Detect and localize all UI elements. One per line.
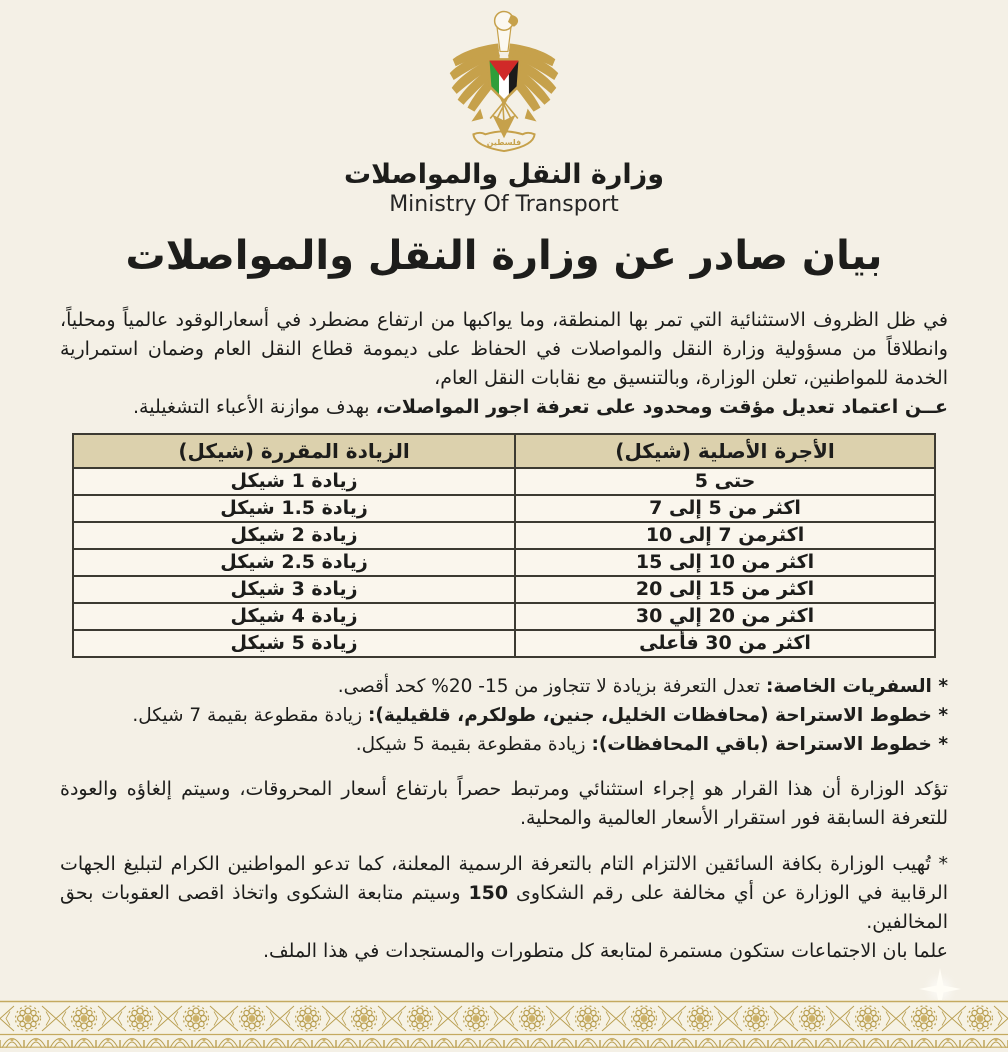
intro-paragraph: [60, 306, 948, 393]
table-row: [73, 576, 935, 603]
table-header-row: [73, 434, 935, 468]
palestine-eagle-emblem: [442, 8, 566, 156]
increase-cell: زيادة 5 شيكل: [73, 630, 515, 657]
note-special-trips: [60, 672, 948, 701]
note-lead: * خطوط الاستراحة (محافظات الخليل، جنين، طولكرم، قلقيلية):: [368, 704, 948, 726]
ornament-pattern-icon: [0, 1000, 1008, 1048]
confirmation-paragraph: تؤكد الوزارة أن هذا القرار هو إجراء استثنائي ومرتبط حصراً بارتفاع أسعار المحروقات، وسيتم إلغاؤه والعودة للتعرفة السابقة فور استقرار الأسعار العالمية والمحلية.: [60, 777, 948, 829]
fare-cell: اكثر من 20 إلي 30: [515, 603, 935, 630]
increase-cell: زيادة 3 شيكل: [73, 576, 515, 603]
complaint-number: 150: [468, 881, 509, 904]
increase-cell: زيادة 2 شيكل: [73, 522, 515, 549]
fare-cell: اكثر من 15 إلى 20: [515, 576, 935, 603]
decision-bold-text: عــن اعتماد تعديل مؤقت ومحدود على تعرفة اجور المواصلات،: [375, 395, 948, 418]
note-text: زيادة مقطوعة بقيمة 7 شيكل.: [132, 704, 363, 726]
table-row: [73, 603, 935, 630]
ministry-name-english: Ministry Of Transport: [389, 191, 619, 217]
note-text: تعدل التعرفة بزيادة لا تتجاوز من 15- 20% كحد أقصى.: [337, 675, 761, 697]
col-header-original-fare: الأجرة الأصلية (شيكل): [515, 434, 935, 468]
warning-paragraph: [60, 850, 948, 937]
increase-cell: زيادة 2.5 شيكل: [73, 549, 515, 576]
table-row: [73, 495, 935, 522]
statement-title: بيان صادر عن وزارة النقل والمواصلات: [125, 233, 883, 280]
warning-suffix-text: وسيتم متابعة الشكوى واتخاذ اقصى العقوبات بحق المخالفين.: [60, 881, 948, 933]
table-row: [73, 630, 935, 657]
note-lead: * السفريات الخاصة:: [765, 675, 948, 697]
header: [60, 0, 948, 218]
col-header-increase: الزيادة المقررة (شيكل): [73, 434, 515, 468]
note-text: زيادة مقطوعة بقيمة 5 شيكل.: [355, 733, 586, 755]
increase-cell: زيادة 4 شيكل: [73, 603, 515, 630]
ministry-name-arabic: وزارة النقل والمواصلات: [344, 159, 664, 190]
decision-tail-text: بهدف موازنة الأعباء التشغيلية.: [133, 395, 370, 418]
note-rest-lines-other: [60, 730, 948, 759]
fare-cell: حتى 5: [515, 468, 935, 495]
fare-cell: اكثرمن 7 إلى 10: [515, 522, 935, 549]
notes-list: [60, 672, 948, 759]
closing-line: علما بان الاجتماعات ستكون مستمرة لمتابعة كل متطورات والمستجدات في هذا الملف.: [262, 939, 948, 962]
table-row: [73, 549, 935, 576]
fare-cell: اكثر من 5 إلى 7: [515, 495, 935, 522]
increase-cell: زيادة 1.5 شيكل: [73, 495, 515, 522]
eagle-neck-icon: [497, 28, 511, 52]
intro-body-text: في ظل الظروف الاستثنائية التي تمر بها المنطقة، وما يواكبها من ارتفاع مضطرد في أسعارالوقود عالمياً ومحلياً، وانطلاقاً من مسؤولية وزارة النقل والمواصلات في الحفاظ على ديمومة قطاع النقل العام وضمان استمرارية الخدمة للمواطنين، تعلن الوزارة، وبالتنسيق مع نقابات النقل العام،: [60, 308, 948, 389]
table-row: [73, 522, 935, 549]
flag-shield-icon: [488, 59, 520, 102]
note-rest-lines-hebron: [60, 701, 948, 730]
note-lead: * خطوط الاستراحة (باقي المحافظات):: [591, 733, 948, 755]
intro-decision-line: [60, 393, 948, 422]
fare-cell: اكثر من 30 فأعلى: [515, 630, 935, 657]
fare-adjustment-table: [72, 433, 936, 658]
banner-text: فلسطين: [486, 138, 522, 148]
table-row: [73, 468, 935, 495]
ornament-border: [0, 1000, 1008, 1048]
increase-cell: زيادة 1 شيكل: [73, 468, 515, 495]
fare-cell: اكثر من 10 إلى 15: [515, 549, 935, 576]
warning-prefix-text: * تُهيب الوزارة بكافة السائقين الالتزام التام بالتعرفة الرسمية المعلنة، كما تدعو المواطنين الكرام لتبليغ الجهات الرقابية في الوزارة عن أي مخالفة على رقم الشكاوى: [60, 852, 949, 904]
